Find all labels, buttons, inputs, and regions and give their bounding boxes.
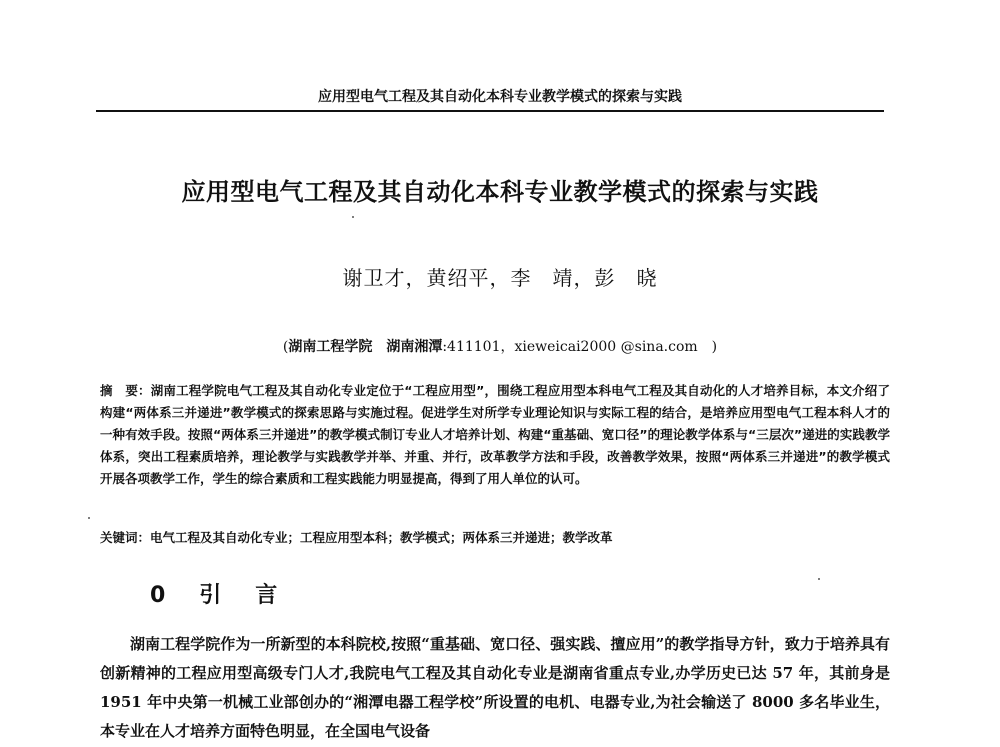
scan-speck <box>88 517 90 519</box>
keywords-text: 电气工程及其自动化专业；工程应用型本科；教学模式；两体系三并递进；教学改革 <box>150 530 613 545</box>
paper-title: 应用型电气工程及其自动化本科专业教学模式的探索与实践 <box>181 178 819 206</box>
keywords-label: 关键词： <box>100 530 151 545</box>
keywords <box>100 527 890 549</box>
affiliation-contact: :411101，xieweicai2000 @sina.com ) <box>442 339 718 355</box>
scan-speck <box>352 216 354 218</box>
scan-speck <box>818 578 820 580</box>
abstract-text: 湖南工程学院电气工程及其自动化专业定位于“工程应用型”，围绕工程应用型本科电气工程及其自动化的人才培养目标，本文介绍了构建“两体系三并递进”教学模式的探索思路与实施过程。促进学生对所学专业理论知识与实际工程的结合，是培养应用型电气工程本科人才的一种有效手段。按照“两体系三并递进”的教学模式制订专业人才培养计划、构建“重基础、宽口径”的理论教学体系与“三层次”递进的实践教学体系，突出工程素质培养，理论教学与实践教学并举、并重、并行，改革教学方法和手段，改善教学效果，按照“两体系三并递进”的教学模式开展各项教学工作，学生的综合素质和工程实践能力明显提高，得到了用人单位的认可。 <box>100 383 890 486</box>
body-paragraph: 湖南工程学院作为一所新型的本科院校,按照“重基础、宽口径、强实践、擅应用”的教学指导方针，致力于培养具有创新精神的工程应用型高级专门人才,我院电气工程及其自动化专业是湖南省重点专业,办学历史已达 57 年，其前身是 1951 年中央第一机械工业部创办的“湘潭电器工程学校”所设置的电机、电器专业,为社会输送了 8000 多名毕业生，本专业在人才培养方面特色明显，在全国电气设备 <box>100 635 890 740</box>
author-list: 谢卫才，黄绍平，李 靖，彭 晓 <box>342 266 658 290</box>
abstract <box>100 380 890 490</box>
header-rule <box>96 110 884 112</box>
affiliation-open-paren: ( <box>282 339 289 355</box>
affiliation-institution: 湖南工程学院 湖南湘潭 <box>288 339 443 355</box>
section-heading: 0 引 言 <box>150 583 284 608</box>
affiliation <box>0 336 1000 356</box>
abstract-label: 摘 要： <box>100 383 151 398</box>
running-header: 应用型电气工程及其自动化本科专业教学模式的探索与实践 <box>318 89 682 105</box>
